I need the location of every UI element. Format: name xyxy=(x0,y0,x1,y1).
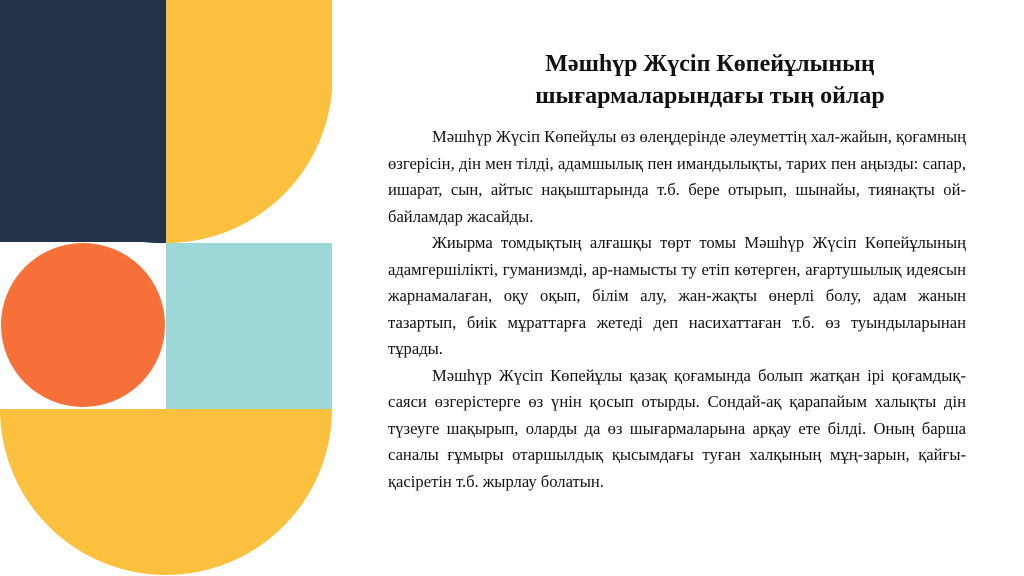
paragraph: Жиырма томдықтың алғашқы төрт томы Мәшһүр Жүсіп Көпейұлының адамгершілікті, гуманизмді, ар-намысты ту етіп көтерген, ағартушылық идеясын жарнамалаған, оқу оқып, білім алу, жан-жақты өнерлі болу, адам жанын тазартып, биік мұраттарға жетеді деп насихаттаған т.б. өз туындыларынан тұрады. xyxy=(388,233,966,358)
orange-circle xyxy=(1,243,165,407)
paragraph: Мәшһүр Жүсіп Көпейұлы қазақ қоғамында болып жатқан ірі қоғамдық-саяси өзгерістерге өз үнін қосып отырды. Сондай-ақ қарапайым халықты дін түзеуге шақырып, оларды да өз шығармаларына арқау ете білді. Оның барша саналы ғұмыры отаршылдық қысымдағы туған халқының мұң-зарын, қайғы-қасіретін т.б. жырлау болатын. xyxy=(388,365,966,491)
teal-square xyxy=(166,243,332,409)
body-text xyxy=(388,124,966,495)
title-line-2: шығармаларындағы тың ойлар xyxy=(535,83,885,109)
yellow-half-circle-top xyxy=(166,0,332,243)
title-line-1: Мәшһүр Жүсіп Көпейұлының xyxy=(545,51,875,77)
yellow-half-circle-bottom xyxy=(0,409,332,575)
decorative-shapes xyxy=(0,0,340,576)
page-title xyxy=(440,48,980,112)
paragraph: Мәшһүр Жүсіп Көпейұлы өз өлеңдерінде әлеуметтің хал-жайын, қоғамның өзгерісін, дін мен тілді, адамшылық пен имандылықты, тарих пен аңызды: сапар, ишарат, сын, айтыс нақыштарында т.б. бере отырып, шынайы, тиянақты ой-байламдар жасайды. xyxy=(388,127,966,226)
